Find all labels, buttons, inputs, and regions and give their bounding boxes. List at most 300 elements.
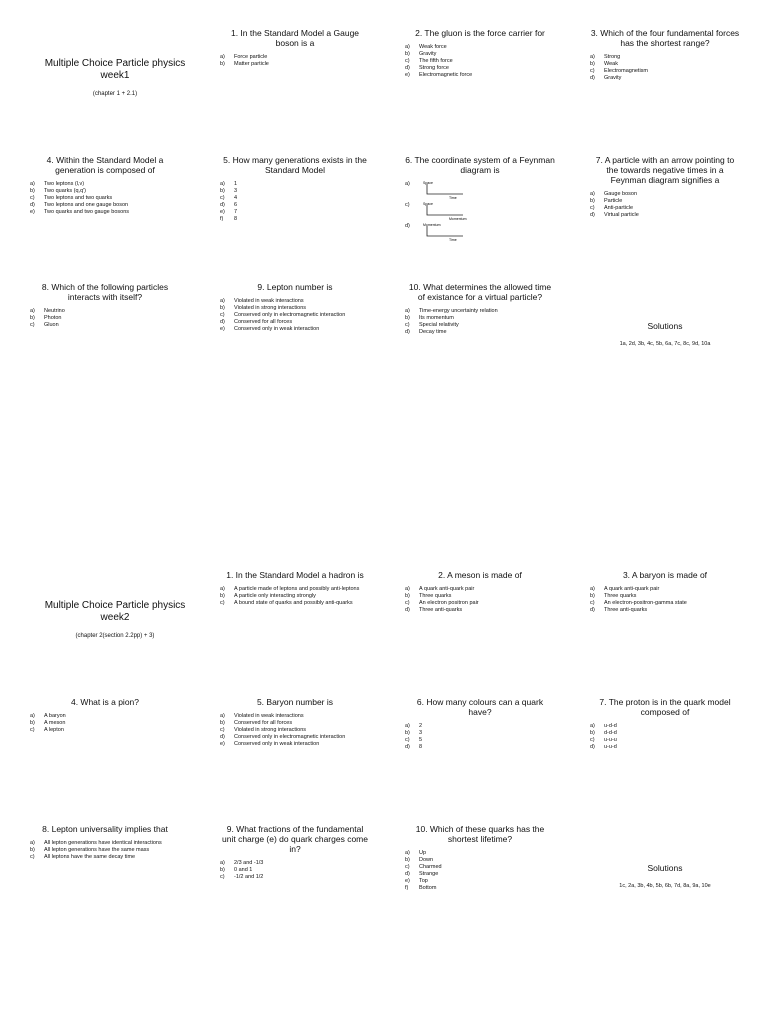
option-marker: c) (220, 195, 225, 201)
option-text: All leptons have the same decay time (44, 854, 136, 860)
option-text: The fifth force (419, 58, 453, 64)
option-text: Virtual particle (604, 212, 639, 218)
option-item[interactable] (405, 607, 555, 614)
option-marker: d) (590, 607, 595, 613)
option-text: Its momentum (419, 315, 454, 321)
option-item[interactable] (590, 586, 740, 593)
option-item[interactable] (405, 593, 555, 600)
page-subtitle: (chapter 1 + 2.1) (92, 91, 138, 97)
option-text: Three quarks (604, 593, 637, 599)
option-text: A quark anti-quark pair (604, 586, 660, 592)
option-text: An electron positron pair (419, 600, 479, 606)
option-text: 3 (234, 188, 238, 194)
option-marker: c) (405, 58, 410, 64)
option-marker: b) (405, 730, 410, 736)
option-text: All lepton generations have the same mass (44, 847, 150, 853)
option-item[interactable] (30, 720, 180, 727)
option-marker: d) (220, 202, 225, 208)
option-item[interactable] (405, 315, 555, 322)
option-marker: e) (405, 878, 410, 884)
option-marker: a) (405, 723, 410, 729)
option-marker: b) (405, 857, 410, 863)
option-item[interactable] (405, 58, 555, 65)
option-marker: a) (220, 298, 225, 304)
question-card (405, 282, 555, 336)
axes-diagram (419, 181, 489, 201)
option-marker: c) (590, 68, 595, 74)
option-text: Particle (604, 198, 623, 204)
question-text: 6. The coordinate system of a Feynman diagram is (405, 155, 555, 175)
option-item[interactable] (590, 723, 740, 730)
solutions-title: Solutions (647, 863, 683, 873)
option-text: Weak (604, 61, 618, 67)
page-title-block (40, 600, 190, 640)
axes-lines (427, 184, 463, 194)
option-text: Force particle (234, 54, 268, 60)
option-item[interactable] (30, 195, 180, 202)
question-card (590, 28, 740, 82)
option-text: Strange (419, 871, 439, 877)
option-list (220, 586, 370, 607)
question-text: 9. What fractions of the fundamental unit charge (e) do quark charges come in? (222, 824, 368, 854)
option-item[interactable] (30, 727, 180, 734)
option-marker: a) (220, 586, 225, 592)
option-marker: b) (30, 720, 35, 726)
x-axis-label: Time (449, 238, 457, 242)
feynman-axes-option[interactable] (405, 202, 555, 223)
option-text: Charmed (419, 864, 442, 870)
question-text: 7. A particle with an arrow pointing to the towards negative times in a Feynman diagram signifies a (595, 155, 735, 185)
option-text: Strong force (419, 65, 449, 71)
option-item[interactable] (405, 737, 555, 744)
option-item[interactable] (590, 54, 740, 61)
option-list (30, 308, 180, 329)
option-marker: c) (405, 202, 410, 208)
option-marker: a) (590, 54, 595, 60)
option-marker: a) (405, 850, 410, 856)
option-item[interactable] (590, 191, 740, 198)
question-text: 10. What determines the allowed time of existance for a virtual particle? (408, 282, 552, 302)
option-item[interactable] (220, 713, 370, 720)
option-item[interactable] (405, 586, 555, 593)
option-item[interactable] (590, 737, 740, 744)
option-text: Gravity (419, 51, 437, 57)
option-marker: e) (405, 72, 410, 78)
option-list (405, 850, 555, 892)
option-item[interactable] (30, 181, 180, 188)
option-item[interactable] (590, 593, 740, 600)
option-marker: e) (220, 741, 225, 747)
option-text: Electromagnetism (604, 68, 649, 74)
question-card (30, 282, 180, 329)
question-text: 4. Within the Standard Model a generation is composed of (46, 155, 164, 175)
option-marker: b) (220, 61, 225, 67)
feynman-axes-option[interactable] (405, 181, 555, 202)
option-item[interactable] (220, 586, 370, 593)
solutions-block (590, 321, 740, 348)
option-marker: b) (590, 593, 595, 599)
question-text: 6. How many colours can a quark have? (416, 697, 544, 717)
option-marker: a) (405, 44, 410, 50)
option-item[interactable] (30, 713, 180, 720)
option-item[interactable] (405, 857, 555, 864)
option-text: Up (419, 850, 427, 856)
option-item[interactable] (30, 308, 180, 315)
option-item[interactable] (405, 871, 555, 878)
option-item[interactable] (590, 61, 740, 68)
option-marker: c) (30, 727, 35, 733)
option-marker: c) (590, 600, 595, 606)
option-marker: c) (590, 737, 595, 743)
option-marker: a) (405, 181, 410, 187)
question-text: 10. Which of these quarks has the shortest lifetime? (415, 824, 545, 844)
option-marker: b) (220, 867, 225, 873)
option-marker: b) (220, 188, 225, 194)
option-item[interactable] (30, 854, 180, 861)
option-item[interactable] (220, 720, 370, 727)
option-marker: b) (405, 593, 410, 599)
option-item[interactable] (220, 734, 370, 741)
option-marker: d) (405, 871, 410, 877)
option-marker: c) (220, 874, 225, 880)
option-item[interactable] (590, 205, 740, 212)
question-text: 5. Baryon number is (256, 697, 334, 707)
option-text: Top (419, 878, 428, 884)
option-marker: d) (590, 75, 595, 81)
option-marker: c) (220, 312, 225, 318)
option-item[interactable] (220, 312, 370, 319)
option-text: 0 and 1 (234, 867, 253, 873)
option-text: Two quarks and two gauge bosons (44, 209, 130, 215)
option-item[interactable] (220, 326, 370, 333)
option-item[interactable] (220, 188, 370, 195)
solutions-block (590, 863, 740, 890)
option-list (220, 181, 370, 223)
option-marker: a) (220, 860, 225, 866)
option-text: Gluon (44, 322, 59, 328)
option-item[interactable] (30, 847, 180, 854)
option-item[interactable] (590, 730, 740, 737)
option-list (220, 713, 370, 748)
question-card (220, 697, 370, 748)
option-text: Violated in strong interactions (234, 305, 307, 311)
option-text: A quark anti-quark pair (419, 586, 475, 592)
option-text: Down (419, 857, 434, 863)
option-text: Electromagnetic force (419, 72, 473, 78)
option-marker: a) (30, 713, 35, 719)
option-item[interactable] (220, 209, 370, 216)
option-text: 5 (419, 737, 423, 743)
question-text: 2. The gluon is the force carrier for (415, 28, 545, 38)
option-marker: d) (30, 202, 35, 208)
option-marker: b) (30, 315, 35, 321)
option-marker: a) (590, 586, 595, 592)
option-marker: a) (405, 308, 410, 314)
question-card (405, 28, 555, 79)
option-text: u-d-d (604, 723, 617, 729)
option-text: Three quarks (419, 593, 452, 599)
axes-lines (427, 226, 463, 236)
option-text: u-u-u (604, 737, 617, 743)
option-marker: a) (220, 181, 225, 187)
question-text: 3. Which of the four fundamental forces has the shortest range? (590, 28, 740, 48)
option-item[interactable] (405, 44, 555, 51)
option-marker: a) (220, 713, 225, 719)
question-card (30, 697, 180, 734)
option-text: u-u-d (604, 744, 617, 750)
option-text: Strong (604, 54, 621, 60)
question-card (405, 155, 555, 244)
option-item[interactable] (220, 600, 370, 607)
option-list (590, 723, 740, 751)
question-card (590, 697, 740, 751)
question-card (30, 824, 180, 861)
question-card (405, 697, 555, 751)
option-list (590, 54, 740, 82)
option-item[interactable] (220, 216, 370, 223)
option-text: Two leptons (l,ν) (44, 181, 85, 187)
option-marker: a) (220, 54, 225, 60)
option-item[interactable] (220, 860, 370, 867)
question-card (590, 155, 740, 219)
option-marker: a) (590, 723, 595, 729)
option-item[interactable] (405, 329, 555, 336)
option-item[interactable] (405, 730, 555, 737)
page-title: Multiple Choice Particle physics week1 (44, 58, 186, 81)
option-marker: c) (405, 737, 410, 743)
option-marker: c) (30, 322, 35, 328)
axes-diagram (419, 223, 489, 243)
option-item[interactable] (590, 600, 740, 607)
option-text: Special relativity (419, 322, 459, 328)
option-marker: b) (220, 305, 225, 311)
option-marker: c) (220, 600, 225, 606)
option-list (405, 586, 555, 614)
option-marker: d) (220, 319, 225, 325)
option-item[interactable] (405, 65, 555, 72)
option-item[interactable] (590, 744, 740, 751)
option-marker: d) (405, 223, 410, 229)
option-marker: d) (590, 212, 595, 218)
option-text: d-d-d (604, 730, 617, 736)
option-list (30, 713, 180, 734)
option-text: Two leptons and two quarks (44, 195, 113, 201)
option-text: 7 (234, 209, 238, 215)
option-item[interactable] (30, 188, 180, 195)
option-text: Conserved only in electromagnetic interaction (234, 734, 346, 740)
option-marker: a) (30, 181, 35, 187)
option-marker: b) (405, 315, 410, 321)
question-card (30, 155, 180, 216)
question-card (220, 155, 370, 223)
option-text: Photon (44, 315, 62, 321)
option-marker: f) (220, 216, 224, 222)
option-text: -1/2 and 1/2 (234, 874, 264, 880)
option-item[interactable] (405, 850, 555, 857)
option-marker: c) (405, 600, 410, 606)
question-card (405, 570, 555, 614)
option-marker: c) (590, 205, 595, 211)
option-marker: c) (30, 195, 35, 201)
option-item[interactable] (590, 68, 740, 75)
option-text: Neutrino (44, 308, 65, 314)
option-text: Conserved only in electromagnetic interaction (234, 312, 346, 318)
option-marker: b) (590, 198, 595, 204)
option-text: Three anti-quarks (604, 607, 648, 613)
option-marker: c) (405, 322, 410, 328)
option-list (30, 840, 180, 861)
option-marker: e) (30, 209, 35, 215)
option-marker: d) (405, 744, 410, 750)
option-item[interactable] (405, 72, 555, 79)
option-text: A particle only interacting strongly (234, 593, 316, 599)
option-item[interactable] (590, 212, 740, 219)
option-item[interactable] (220, 54, 370, 61)
x-axis-label: Momentum (449, 217, 467, 221)
question-text: 7. The proton is in the quark model composed of (599, 697, 731, 717)
option-text: Violated in weak interactions (234, 713, 304, 719)
option-item[interactable] (220, 61, 370, 68)
option-list (220, 54, 370, 68)
option-marker: a) (30, 308, 35, 314)
option-text: Conserved only in weak interaction (234, 741, 320, 747)
question-text: 1. In the Standard Model a Gauge boson is a (230, 28, 360, 48)
option-item[interactable] (30, 315, 180, 322)
option-marker: f) (405, 885, 409, 891)
option-marker: a) (590, 191, 595, 197)
option-item[interactable] (30, 202, 180, 209)
option-text: 4 (234, 195, 238, 201)
option-item[interactable] (405, 744, 555, 751)
option-item[interactable] (590, 607, 740, 614)
option-marker: d) (590, 744, 595, 750)
question-card (220, 28, 370, 68)
option-item[interactable] (405, 322, 555, 329)
option-item[interactable] (405, 51, 555, 58)
x-axis-label: Time (449, 196, 457, 200)
option-item[interactable] (220, 593, 370, 600)
question-text: 8. Which of the following particles interacts with itself? (41, 282, 169, 302)
option-marker: b) (220, 593, 225, 599)
option-text: A baryon (44, 713, 66, 719)
option-item[interactable] (405, 308, 555, 315)
option-text: A particle made of leptons and possibly anti-leptons (234, 586, 360, 592)
solutions-answers: 1a, 2d, 3b, 4c, 5b, 6a, 7c, 8c, 9d, 10a (619, 341, 711, 347)
axes-lines (427, 205, 463, 215)
option-text: 2 (419, 723, 423, 729)
option-marker: a) (30, 840, 35, 846)
option-marker: b) (30, 847, 35, 853)
question-text: 2. A meson is made of (438, 570, 522, 580)
axes-diagram (419, 202, 489, 222)
option-marker: e) (220, 326, 225, 332)
option-text: Two quarks (q,q') (44, 188, 87, 194)
feynman-axes-option[interactable] (405, 223, 555, 244)
question-text: 5. How many generations exists in the Standard Model (223, 155, 367, 175)
option-item[interactable] (30, 840, 180, 847)
option-item[interactable] (30, 209, 180, 216)
question-text: 9. Lepton number is (257, 282, 333, 292)
option-item[interactable] (405, 723, 555, 730)
y-axis-label: Space (423, 181, 433, 185)
option-item[interactable] (220, 867, 370, 874)
option-marker: e) (220, 209, 225, 215)
option-text: Violated in weak interactions (234, 298, 304, 304)
option-text: Two leptons and one gauge boson (44, 202, 129, 208)
question-card (220, 570, 370, 607)
option-text: 3 (419, 730, 423, 736)
option-item[interactable] (220, 874, 370, 881)
option-text: Weak force (419, 44, 447, 50)
solutions-title: Solutions (647, 321, 683, 331)
option-text: All lepton generations have identical interactions (44, 840, 162, 846)
option-marker: d) (405, 607, 410, 613)
option-text: Violated in strong interactions (234, 727, 307, 733)
option-item[interactable] (220, 298, 370, 305)
option-item[interactable] (590, 75, 740, 82)
option-marker: b) (30, 188, 35, 194)
option-list (590, 191, 740, 219)
question-card (220, 824, 370, 881)
option-text: Time-energy uncertainty relation (419, 308, 498, 314)
option-text: Anti-particle (604, 205, 634, 211)
question-card (405, 824, 555, 892)
option-list (220, 860, 370, 881)
option-marker: d) (405, 329, 410, 335)
option-item[interactable] (405, 885, 555, 892)
option-text: Conserved for all forces (234, 720, 293, 726)
option-list (30, 181, 180, 216)
option-item[interactable] (220, 195, 370, 202)
option-text: Conserved for all forces (234, 319, 293, 325)
page-title: Multiple Choice Particle physics week2 (44, 600, 186, 623)
option-item[interactable] (590, 198, 740, 205)
y-axis-label: Space (423, 202, 433, 206)
option-item[interactable] (405, 878, 555, 885)
solutions-answers: 1c, 2a, 3b, 4b, 5b, 6b, 7d, 8a, 9a, 10e (619, 883, 711, 889)
option-marker: d) (405, 65, 410, 71)
option-text: Matter particle (234, 61, 269, 67)
option-list (590, 586, 740, 614)
question-text: 8. Lepton universality implies that (42, 824, 168, 834)
option-item[interactable] (30, 322, 180, 329)
option-item[interactable] (405, 864, 555, 871)
option-marker: c) (220, 727, 225, 733)
option-item[interactable] (220, 305, 370, 312)
option-text: A bound state of quarks and possibly anti-quarks (234, 600, 353, 606)
option-text: Three anti-quarks (419, 607, 463, 613)
option-marker: b) (590, 61, 595, 67)
option-item[interactable] (220, 727, 370, 734)
option-marker: c) (405, 864, 410, 870)
option-item[interactable] (220, 202, 370, 209)
option-item[interactable] (220, 741, 370, 748)
option-marker: a) (405, 586, 410, 592)
option-text: Gauge boson (604, 191, 638, 197)
option-item[interactable] (405, 600, 555, 607)
option-text: 8 (419, 744, 423, 750)
option-text: A lepton (44, 727, 64, 733)
option-text: 2/3 and -1/3 (234, 860, 264, 866)
option-text: Gravity (604, 75, 622, 81)
option-marker: c) (30, 854, 35, 860)
option-marker: b) (220, 720, 225, 726)
option-text: A meson (44, 720, 66, 726)
option-item[interactable] (220, 181, 370, 188)
option-item[interactable] (220, 319, 370, 326)
option-marker: d) (220, 734, 225, 740)
page-subtitle: (chapter 2(section 2.2pp) + 3) (75, 633, 155, 639)
